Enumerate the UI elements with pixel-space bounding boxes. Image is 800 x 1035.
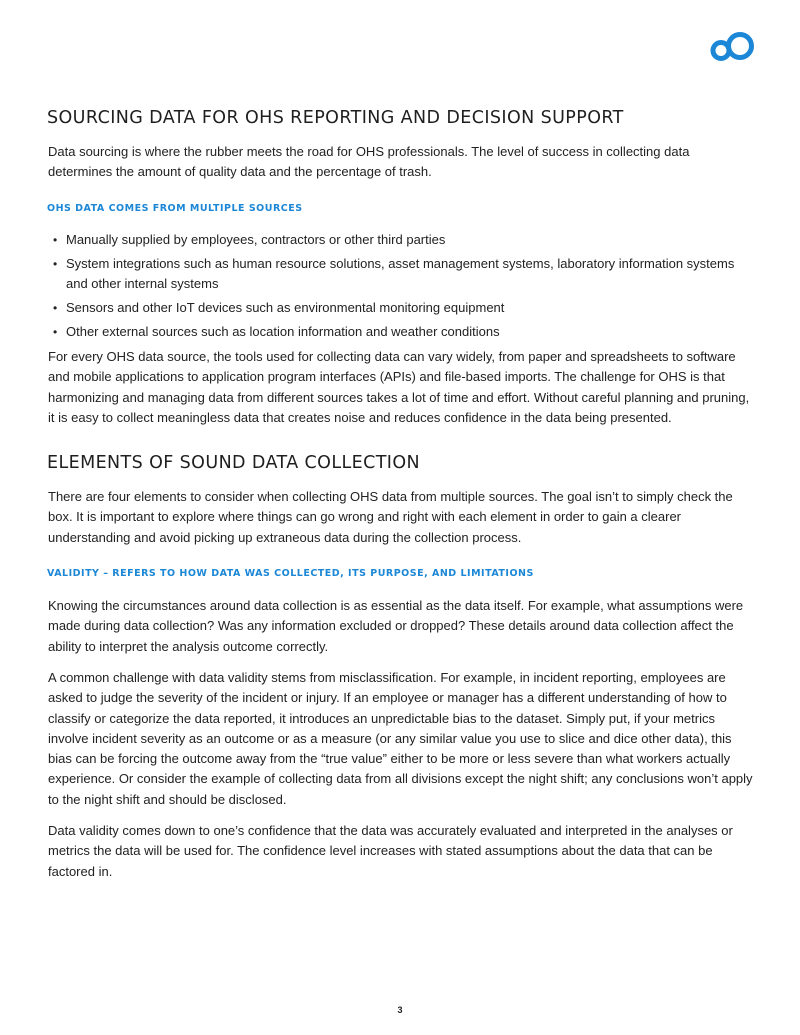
bullet-icon: •: [53, 324, 58, 339]
four-elements-paragraph: There are four elements to consider when collecting OHS data from multiple sources. The goal isn’t to simply check the box. It is important to explore where things can go wrong and right with each element in order to gain a clearer understanding and avoid picking up extraneous data during the collection process.: [48, 489, 733, 545]
bullet-icon: •: [53, 301, 58, 316]
list-item: • System integrations such as human resource solutions, asset management systems, laboratory information systems and other internal systems: [53, 255, 735, 292]
validity-paragraph-3: Data validity comes down to one’s confidence that the data was accurately evaluated and interpreted in the analyses or metrics the data will be used for. The confidence level increases with stated assumptions about the data that can be factored in.: [48, 823, 733, 879]
validity-paragraph-2: A common challenge with data validity stems from misclassification. For example, in incident reporting, employees are asked to judge the severity of the incident or injury. If an employee or manager has a different understanding of how to classify or categorize the data reported, it introduces an unpredictable bias to the dataset. Simply put, if your metrics involve incident severity as an outcome or as a measure (or any similar value you use to slice and dice other data), this bias can be forcing the outcome away from the “true value” either to be more or less severe than what workers actually experience. Or consider the example of collecting data from all divisions except the night shift; any conclusions won’t apply to the night shift and should be disclosed.: [48, 670, 753, 807]
bullet-icon: •: [53, 233, 58, 247]
sourcing-intro-paragraph: Data sourcing is where the rubber meets the road for OHS professionals. The level of success in collecting data determines the amount of quality data and the percentage of trash.: [48, 144, 690, 180]
list-item: • Manually supplied by employees, contractors or other third parties: [48, 230, 754, 250]
data-source-tools-paragraph: For every OHS data source, the tools used for collecting data can vary widely, from paper and spreadsheets to software and mobile applications to application program interfaces (APIs) and file-based imports. The challenge for OHS is that harmonizing and managing data from different sources takes a lot of time and effort. Without careful planning and pruning, it is easy to collect meaningless data that creates noise and reduces confidence in the data being presented.: [48, 349, 750, 425]
validity-paragraph-1: Knowing the circumstances around data collection is as essential as the data itself. For example, what assumptions were made during data collection? Was any information excluded or dropped? These details around data collection affect the ability to interpret the analysis outcome correctly.: [48, 598, 744, 654]
subheading-validity: VALIDITY – REFERS TO HOW DATA WAS COLLECTED, ITS PURPOSE, AND LIMITATIONS: [47, 568, 534, 579]
section-heading-sourcing-data: SOURCING DATA FOR OHS REPORTING AND DECISION SUPPORT: [47, 108, 624, 128]
infinity-logo-icon: [710, 31, 756, 63]
bullet-icon: •: [53, 256, 58, 271]
list-item: • Other external sources such as location information and weather conditions: [48, 322, 754, 342]
page-number: 3: [397, 1005, 403, 1015]
list-item: • Sensors and other IoT devices such as environmental monitoring equipment: [48, 298, 754, 318]
data-sources-list: [48, 230, 754, 346]
section-heading-sound-data-collection: ELEMENTS OF SOUND DATA COLLECTION: [47, 453, 421, 473]
subheading-multiple-sources: OHS DATA COMES FROM MULTIPLE SOURCES: [47, 203, 303, 214]
